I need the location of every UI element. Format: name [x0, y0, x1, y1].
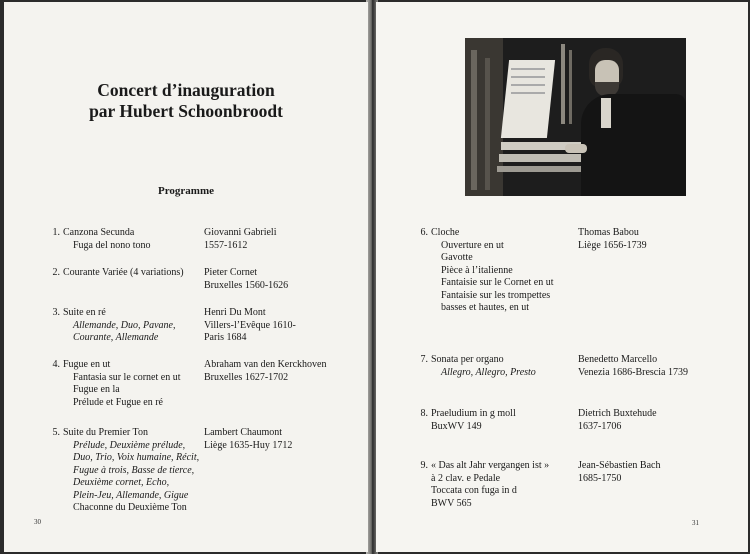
organ-manual-lower: [499, 154, 583, 162]
composer-info: [204, 307, 296, 345]
programme-heading: Programme: [158, 185, 214, 197]
work-title: Canzona Secunda: [63, 227, 135, 238]
right-page: [376, 2, 748, 552]
composer-name: Lambert Chaumont: [204, 427, 283, 438]
composer-info: [578, 354, 688, 379]
work-title: Sonata per organo: [431, 354, 504, 365]
composer-name: Dietrich Buxtehude: [578, 408, 657, 419]
work-title: Chaconne du Deuxième Ton: [73, 502, 187, 513]
composer-info: [204, 359, 326, 384]
work-title: Deuxième cornet, Echo,: [73, 477, 170, 488]
work-title: Allegro, Allegro, Presto: [441, 366, 536, 378]
work-title: « Das alt Jahr vergangen ist »: [431, 460, 550, 471]
work-title: Fantaisie sur le Cornet en ut: [441, 277, 554, 288]
work-title: Prélude, Deuxième prélude,: [73, 439, 186, 451]
composer-info: [578, 227, 647, 252]
entry-number: 2.: [52, 267, 60, 278]
composer-info: [204, 267, 288, 292]
music-score: [501, 60, 555, 138]
composer-name: Pieter Cornet: [204, 267, 258, 278]
entry-works: [431, 354, 536, 379]
composer-info: [204, 227, 276, 252]
organist-body: [581, 94, 686, 196]
left-page: [4, 2, 368, 552]
work-title: BWV 565: [431, 497, 472, 509]
composer-name: Giovanni Gabrieli: [204, 227, 277, 238]
entry-works: [431, 460, 549, 510]
composer-dates: Villers-l’Evêque 1610-: [204, 319, 296, 331]
composer-dates: Bruxelles 1627-1702: [204, 371, 289, 383]
organist-photo: [465, 38, 686, 196]
composer-name: Jean-Sébastien Bach: [578, 460, 661, 471]
concert-title: [4, 80, 368, 122]
composer-dates: 1685-1750: [578, 472, 622, 484]
composer-info: [578, 408, 657, 433]
work-title: Praeludium in g moll: [431, 408, 516, 419]
entry-works: [431, 408, 516, 433]
composer-dates: Liège 1635-Huy 1712: [204, 439, 293, 451]
composer-name: Abraham van den Kerckhoven: [204, 359, 327, 370]
composer-dates: Paris 1684: [204, 332, 247, 343]
work-title: Fantasia sur le cornet en ut: [73, 371, 181, 383]
entry-works: [63, 427, 199, 515]
entry-number: 7.: [420, 354, 428, 365]
work-title: Duo, Trio, Voix humaine, Récit,: [73, 452, 200, 463]
entry-number: 1.: [52, 227, 60, 238]
entry-number: 8.: [420, 408, 428, 419]
work-title: Suite en ré: [63, 307, 106, 318]
work-title: Courante, Allemande: [73, 332, 159, 343]
work-title: Courante Variée (4 variations): [63, 267, 184, 278]
work-title: Fantaisie sur les trompettes: [441, 289, 551, 301]
work-title: basses et hautes, en ut: [441, 302, 530, 313]
page-number-right: 31: [692, 519, 699, 527]
work-title: Plein-Jeu, Allemande, Gigue: [73, 489, 189, 501]
work-title: Suite du Premier Ton: [63, 427, 148, 438]
title-line-2: par Hubert Schoonbroodt: [89, 101, 283, 121]
composer-name: Henri Du Mont: [204, 307, 266, 318]
composer-dates: Bruxelles 1560-1626: [204, 279, 289, 291]
entry-works: [63, 227, 151, 252]
work-title: Gavotte: [441, 252, 473, 263]
work-title: Fugue en ut: [63, 359, 111, 370]
entry-number: 3.: [52, 307, 60, 318]
composer-info: [578, 460, 660, 485]
entry-number: 5.: [52, 427, 60, 438]
entry-works: [63, 307, 175, 345]
composer-dates: 1637-1706: [578, 420, 622, 432]
page-number-left: 30: [34, 518, 41, 526]
work-title: Toccata con fuga in d: [431, 485, 517, 496]
entry-number: 4.: [52, 359, 60, 370]
organist-hands: [565, 144, 587, 153]
composer-name: Benedetto Marcello: [578, 354, 658, 365]
work-title: Fugue à trois, Basse de tierce,: [73, 464, 195, 476]
work-title: Fuga del nono tono: [73, 239, 151, 251]
composer-name: Thomas Babou: [578, 227, 639, 238]
entry-works: [63, 359, 180, 409]
composer-dates: 1557-1612: [204, 239, 248, 251]
title-line-1: Concert d’inauguration: [97, 80, 275, 100]
work-title: Ouverture en ut: [441, 239, 504, 251]
entry-works: [431, 227, 553, 315]
work-title: BuxWV 149: [431, 420, 482, 432]
entry-number: 6.: [420, 227, 428, 238]
composer-dates: Liège 1656-1739: [578, 239, 647, 251]
work-title: Fugue en la: [73, 384, 120, 395]
work-title: Prélude et Fugue en ré: [73, 396, 163, 408]
composer-info: [204, 427, 292, 452]
work-title: Allemande, Duo, Pavane,: [73, 319, 176, 331]
composer-dates: Venezia 1686-Brescia 1739: [578, 366, 688, 378]
work-title: Cloche: [431, 227, 460, 238]
entry-number: 9.: [420, 460, 428, 471]
work-title: Pièce à l’italienne: [441, 264, 513, 276]
entry-works: [63, 267, 184, 280]
work-title: à 2 clav. e Pedale: [431, 472, 501, 484]
